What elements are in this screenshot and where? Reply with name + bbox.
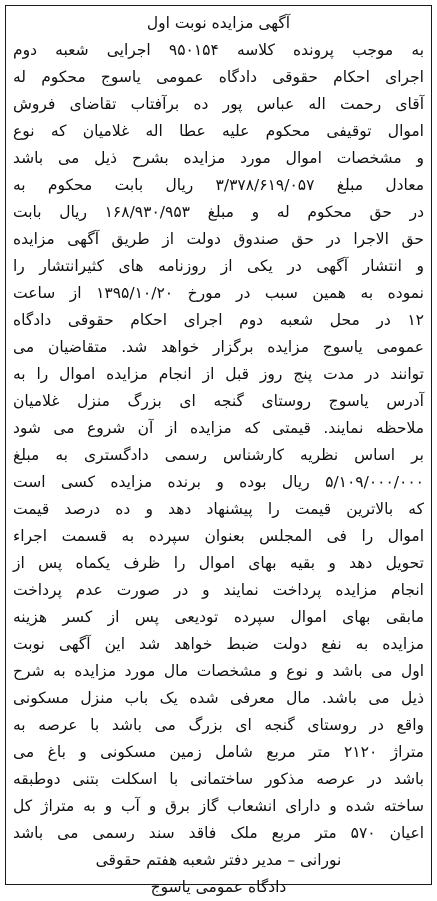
notice-line: مزایده به نفع دولت ضبط خواهد شد این آگهی نوبت xyxy=(13,635,424,653)
notice-line: ذیل می باشد. مال معرفی شده یک باب منزل مسکونی xyxy=(13,689,424,707)
notice-line: انجام مزایده پرداخت نمایند و در صورت عدم پرداخت xyxy=(13,581,424,599)
notice-line: اعیان ۵۷۰ متر مربع ملک فاقد سند رسمی می باشد xyxy=(13,824,425,842)
notice-line: ساخته شده و دارای انشعاب گاز برق و آب و به متراژ کل xyxy=(13,797,424,815)
notice-line: و مشخصات اموال مورد مزایده بشرح ذیل می باشد xyxy=(13,149,424,167)
notice-line: متراژ ۲۱۲۰ متر مربع شامل زمین مسکونی و باغ می xyxy=(13,743,424,761)
notice-line: واقع در روستای گنجه ای بزرگ می باشد با عرصه به xyxy=(13,716,424,734)
notice-signature: نورانی – مدیر دفتر شعبه هفتم حقوقی xyxy=(95,851,342,869)
notice-line: بر اساس نظریه کارشناس رسمی دادگستری به مبلغ xyxy=(13,446,424,464)
notice-line: و انتشار آگهی در یکی از روزنامه های کثیرانتشار را xyxy=(13,257,424,275)
notice-line: اول می باشد و نوع و مشخصات مال مورد مزایده به شرح xyxy=(13,662,424,680)
notice-title: آگهی مزایده نوبت اول xyxy=(146,14,291,32)
notice-line: آدرس یاسوج روستای گنجه ای بزرگ منزل غلامیان xyxy=(13,392,424,410)
notice-line: اجرای احکام حقوقی دادگاه عمومی یاسوج محکوم له xyxy=(13,68,424,86)
notice-line: تحویل دهد و بقیه بهای اموال را ظرف یکماه پس از xyxy=(13,554,424,572)
notice-line: باشد در عرصه مذکور ساختمانی با اسکلت بتنی دوطبقه xyxy=(13,770,424,788)
notice-line: به موجب پرونده کلاسه ۹۵۰۱۵۴ اجرایی شعبه دوم xyxy=(13,41,425,59)
notice-line: ملاحظه نمایند. قیمتی که مزایده از آن شروع می شود xyxy=(13,419,424,437)
notice-line: که بالاترین قیمت را پیشنهاد دهد و ده درصد قیمت xyxy=(13,500,424,518)
notice-line: اموال را فی المجلس بعنوان سپرده به قسمت اجراء xyxy=(13,527,424,545)
notice-line: حق الاجرا در حق صندوق دولت از طریق آگهی مزایده xyxy=(13,230,424,248)
notice-line: معادل مبلغ ۳/۳۷۸/۶۱۹/۰۵۷ ریال بابت محکوم به xyxy=(13,176,424,194)
notice-line: نموده به همین سبب در مورخ ۱۳۹۵/۱۰/۲۰ از ساعت xyxy=(13,284,424,302)
notice-line: ۱۲ در محل شعبه دوم اجرای احکام حقوقی دادگاه xyxy=(13,311,424,329)
notice-line: اموال توقیفی محکوم علیه عطا اله غلامیان که نوع xyxy=(13,122,424,140)
notice-line: ۵/۱۰۹/۰۰۰/۰۰۰ ریال بوده و برنده مزایده کسی است xyxy=(13,473,424,491)
notice-line: عمومی یاسوج مزایده برگزار خواهد شد. متقاضیان می xyxy=(13,338,424,356)
notice-line: در حق محکوم له و مبلغ ۱۶۸/۹۳۰/۹۵۳ ریال بابت xyxy=(13,203,424,221)
notice-line: آقای رحمت اله عباس پور ده برآفتاب تقاضای فروش xyxy=(13,95,424,113)
notice-line: مابقی بهای اموال سپرده تودیعی پس از کسر هزینه xyxy=(13,608,424,626)
notice-frame xyxy=(5,5,432,896)
notice-line: توانند در مدت پنج روز قبل از انجام مزایده اموال را به xyxy=(13,365,424,383)
notice-body xyxy=(13,37,424,901)
notice-court: دادگاه عمومی یاسوج xyxy=(150,878,287,896)
